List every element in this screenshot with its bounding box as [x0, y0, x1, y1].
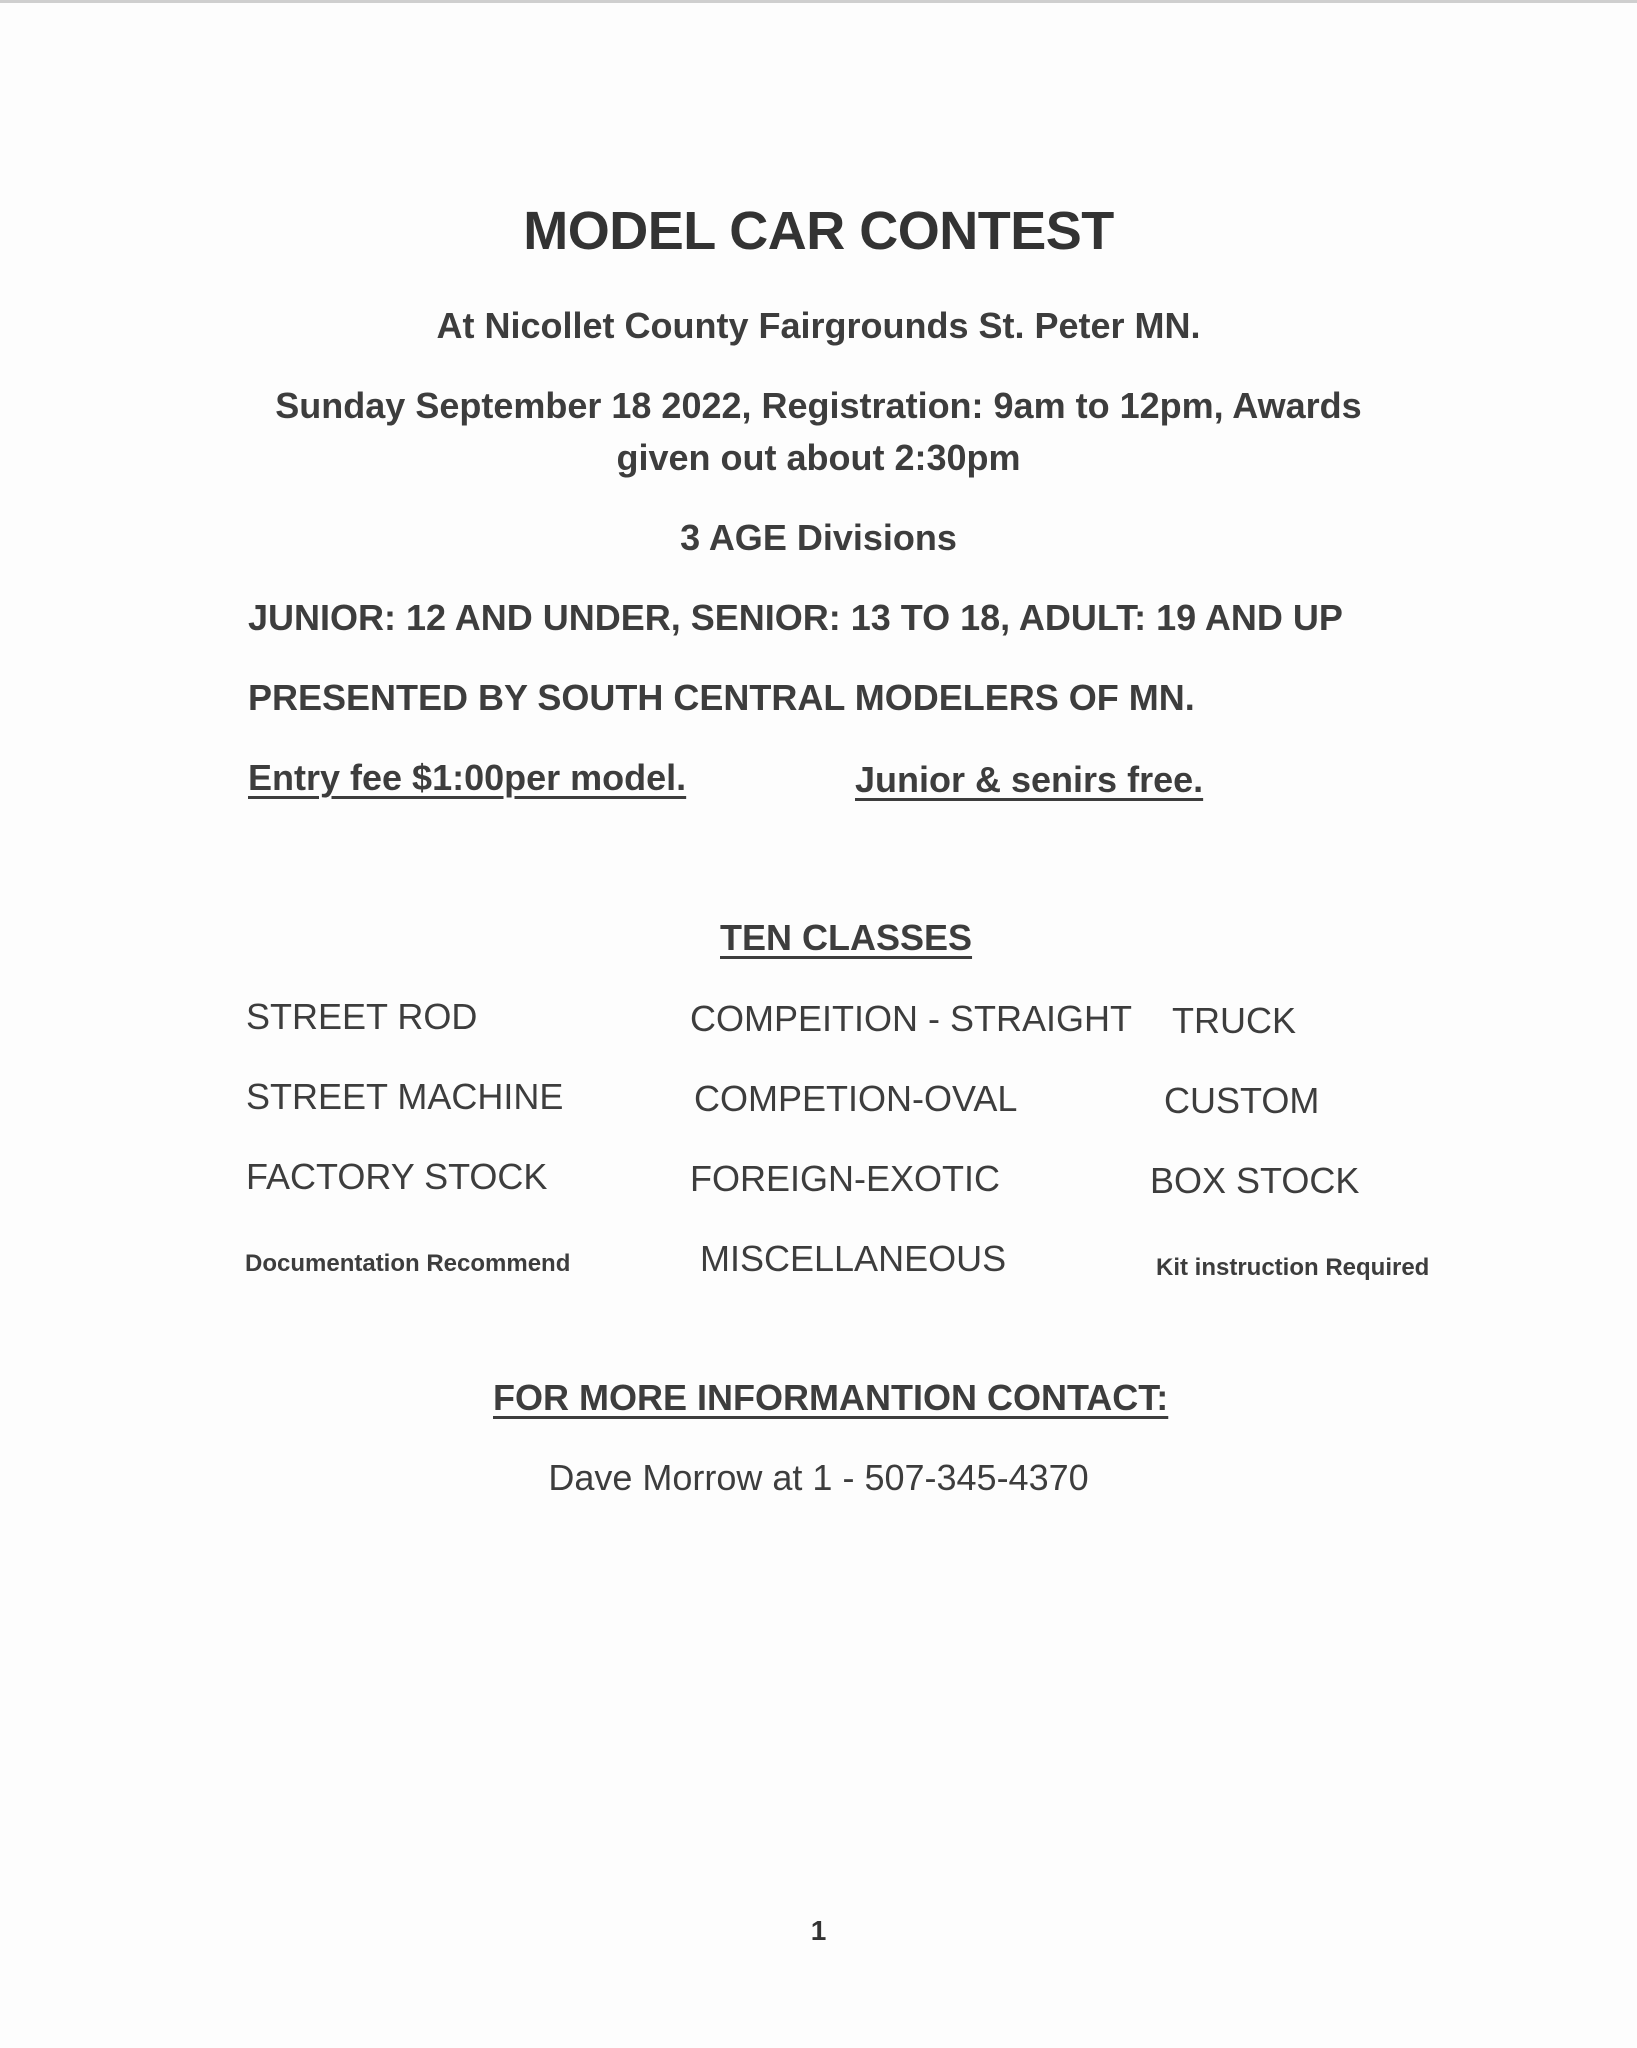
classes-heading: TEN CLASSES [720, 917, 973, 958]
class-item: STREET ROD [246, 996, 478, 1037]
scan-edge [0, 0, 1637, 3]
age-divisions-text: JUNIOR: 12 AND UNDER, SENIOR: 13 TO 18, ADULT: 19 AND UP [248, 597, 1343, 638]
class-item: BOX STOCK [1150, 1160, 1360, 1201]
class-item: FOREIGN-EXOTIC [690, 1158, 1001, 1199]
schedule-line-1: Sunday September 18 2022, Registration: 9am to 12pm, Awards [275, 385, 1362, 426]
class-item: TRUCK [1172, 1000, 1296, 1041]
contact-details: Dave Morrow at 1 - 507-345-4370 [548, 1457, 1089, 1498]
presented-by: PRESENTED BY SOUTH CENTRAL MODELERS OF MN. [248, 677, 1195, 718]
class-item: CUSTOM [1164, 1080, 1320, 1121]
junior-senior-free: Junior & senirs free. [855, 759, 1204, 800]
location-line: At Nicollet County Fairgrounds St. Peter MN. [436, 305, 1201, 346]
page-number: 1 [810, 1915, 827, 1946]
page-title: MODEL CAR CONTEST [523, 201, 1114, 261]
class-item: COMPETION-OVAL [694, 1078, 1018, 1119]
class-item: COMPEITION - STRAIGHT [690, 998, 1133, 1039]
documentation-note: Documentation Recommend [245, 1250, 571, 1277]
class-item: MISCELLANEOUS [700, 1238, 1007, 1279]
class-item: STREET MACHINE [246, 1076, 564, 1117]
schedule-line-2: given out about 2:30pm [616, 437, 1021, 478]
class-item: FACTORY STOCK [246, 1156, 548, 1197]
age-divisions-heading: 3 AGE Divisions [680, 517, 957, 558]
contact-heading: FOR MORE INFORMANTION CONTACT: [493, 1377, 1169, 1418]
kit-instruction-note: Kit instruction Required [1156, 1254, 1430, 1281]
entry-fee: Entry fee $1:00per model. [248, 757, 687, 798]
